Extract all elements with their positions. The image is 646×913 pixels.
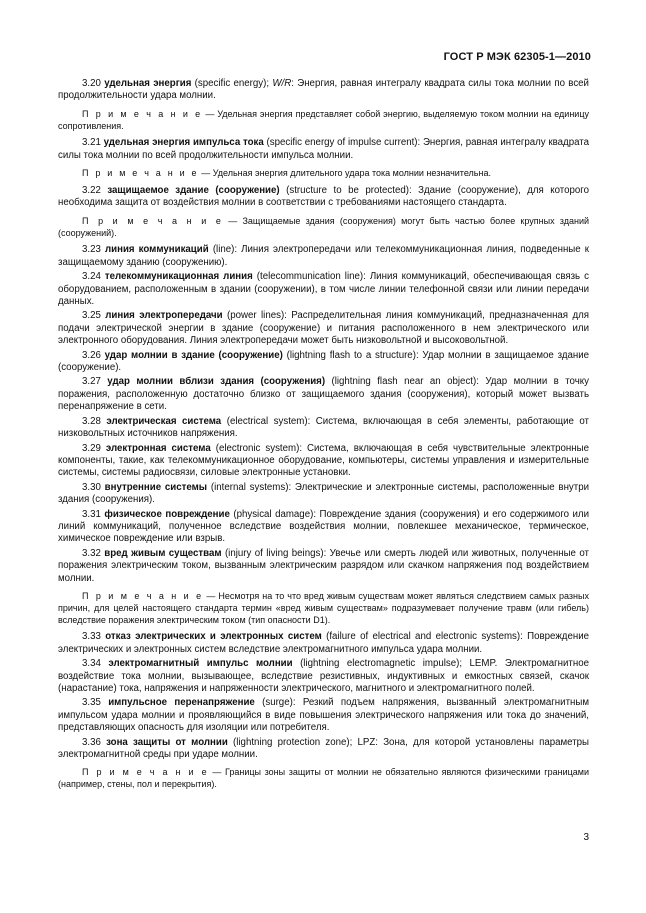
term-definition-text: : Резкий подъем напряжения, вызванный электромагнитным импульсом удара молнии и проявляющийся в виде повышения электрического напряжения или тока до значений, представляющих опасность для изоляции или потребителя.	[58, 697, 589, 734]
term-definition	[58, 631, 589, 656]
term-english: (lightning protection zone)	[233, 736, 350, 748]
term-english: (specific energy of impulse current)	[266, 137, 418, 149]
term-english: (injury of living beings)	[224, 547, 324, 559]
term-definition-text: : Энергия, равная интегралу квадрата силы тока молнии по всей продолжительности удара молнии.	[58, 78, 589, 102]
term-definition-text: : Повреждение электрических и электронных систем вследствие электромагнитного импульса удара молнии.	[58, 631, 589, 655]
term-number: 3.34	[82, 658, 101, 670]
document-body	[58, 78, 589, 796]
term-definition	[58, 271, 589, 308]
term-definition-text: : Увечье или смерть людей или животных, полученные от поражения электрическим током, вызванным электрическим разрядом или скачком напряжения под воздействием молнии.	[58, 547, 589, 584]
term-number: 3.29	[82, 442, 101, 454]
note-paragraph	[58, 216, 589, 240]
term-definition-text: : Распределительная линия коммуникаций, предназначенная для подачи электрической энергии в здание (сооружение) и питания расположенного в нем электрического или электронного оборудования. Линия электропередачи может быть низковольтной и высоковольтной.	[58, 310, 589, 347]
term-definition-text: : Удар молнии в защищаемое здание (сооружение).	[58, 349, 590, 374]
term-definition	[58, 310, 589, 347]
term-english: (structure to be protected)	[286, 185, 409, 197]
note-paragraph	[58, 109, 589, 133]
term-number: 3.24	[82, 271, 101, 283]
term-name: вред живым существам	[104, 547, 222, 559]
term-english: (internal systems)	[210, 481, 289, 493]
term-definition-text: ; LPZ: Зона, для которой установлены параметры электромагнитной среды при ударе молнии.	[58, 736, 589, 761]
term-definition-text: : Энергия, равная интегралу квадрата силы тока молнии по всей продолжительности импульса молнии.	[58, 137, 589, 161]
term-english: (power lines)	[227, 310, 285, 322]
term-definition-text: : Линия электропередачи или телекоммуникационная линия, подведенные к защищаемому зданию (сооружению).	[58, 244, 589, 268]
term-name: телекоммуникационная линия	[104, 271, 253, 283]
term-number: 3.26	[82, 349, 101, 361]
term-definition-text: : Здание (сооружение), для которого необходима защита от воздействия молнии в соответствии с требованиями настоящего стандарта.	[58, 185, 589, 209]
note-text: — Границы зоны защиты от молнии не обязательно являются физическими границами (например, стены, пол и перекрытия).	[58, 767, 589, 790]
note-label: П р и м е ч а н и е	[82, 215, 224, 226]
note-paragraph	[58, 168, 589, 180]
note-text: — Удельная энергия представляет собой энергию, выделяемую током молнии на единицу сопротивления.	[58, 108, 589, 131]
term-name: физическое повреждение	[104, 508, 230, 520]
page-number: 3	[583, 832, 589, 843]
term-name: удар молнии в здание (сооружение)	[104, 349, 283, 361]
term-number: 3.32	[82, 547, 101, 559]
term-name: линия коммуникаций	[104, 244, 209, 256]
term-definition-text: : Удар молнии в точку поражения, расположенную достаточно близко от защищаемого здания (сооружения), который может вызвать перенапряжение в сети.	[58, 376, 589, 413]
term-definition	[58, 697, 589, 734]
term-name: импульсное перенапряжение	[108, 697, 255, 709]
term-name: зона защиты от молнии	[106, 736, 228, 748]
term-definition-text: : Электрические и электронные системы, расположенные внутри здания (сооружения).	[58, 481, 590, 506]
term-number: 3.27	[82, 376, 101, 388]
term-number: 3.28	[82, 415, 101, 427]
term-name: внутренние системы	[104, 481, 208, 493]
term-name: удельная энергия импульса тока	[103, 137, 264, 149]
term-definition	[58, 78, 589, 103]
term-name: защищаемое здание (сооружение)	[107, 185, 280, 197]
term-name: электромагнитный импульс молнии	[108, 658, 293, 670]
term-number: 3.31	[82, 508, 101, 520]
term-definition	[58, 137, 589, 162]
term-english: (specific energy);	[194, 78, 270, 89]
term-name: отказ электрических и электронных систем	[105, 631, 322, 643]
term-english: (line)	[212, 244, 235, 256]
term-number: 3.36	[82, 736, 101, 748]
term-definition	[58, 509, 589, 546]
term-english: (surge)	[262, 697, 293, 709]
note-label: П р и м е ч а н и е	[82, 108, 203, 119]
term-symbol: W/R	[272, 78, 292, 89]
note-paragraph	[58, 767, 589, 791]
term-number: 3.25	[82, 310, 101, 322]
note-label: П р и м е ч а н и е	[82, 168, 199, 179]
note-text: — Защищаемые здания (сооружения) могут быть частью более крупных зданий (сооружений).	[58, 215, 589, 238]
term-number: 3.22	[82, 185, 101, 197]
standard-header: ГОСТ Р МЭК 62305-1—2010	[443, 51, 591, 63]
term-number: 3.33	[82, 631, 101, 643]
term-definition	[58, 350, 589, 375]
term-english: (telecommunication line)	[256, 271, 364, 283]
note-label: П р и м е ч а н и е	[82, 590, 204, 601]
term-number: 3.35	[82, 697, 101, 709]
term-definition	[58, 548, 589, 585]
term-number: 3.30	[82, 481, 101, 493]
term-definition	[58, 416, 589, 441]
term-definition-text: ; LEMP. Электромагнитное воздействие тока молнии, вызывающее, вследствие резистивных, индуктивных и емкостных связей, скачок (нарастание) тока, напряжения и напряженности электрического, магнитного и электромагнитного полей.	[58, 658, 589, 694]
note-text: — Несмотря на то что вред живым существам может являться следствием самых разных причин, для целей настоящего стандарта термин «вред живым существам» подразумевает получение травм (или гибель) вследствие поражения электрическим током (тип опасности D1).	[58, 590, 589, 625]
term-definition	[58, 482, 589, 507]
term-definition	[58, 658, 589, 695]
term-number: 3.21	[82, 137, 101, 149]
term-name: удар молнии вблизи здания (сооружения)	[107, 376, 326, 388]
term-definition	[58, 737, 589, 762]
term-definition-text: : Повреждение здания (сооружения) и его содержимого или линий коммуникаций, полученное вследствие воздействия молнии, повлекшее механическое, термическое, химическое повреждение или взрыв.	[58, 508, 589, 545]
term-name: электронная система	[105, 442, 211, 454]
term-name: линия электропередачи	[105, 310, 223, 322]
term-definition	[58, 244, 589, 269]
term-english: (lightning flash near an object)	[331, 376, 477, 388]
note-paragraph	[58, 591, 589, 626]
term-english: (electronic system)	[215, 442, 300, 454]
term-name: электрическая система	[106, 415, 222, 427]
term-english: (failure of electrical and electronic systems)	[326, 631, 521, 643]
term-definition	[58, 443, 589, 480]
term-definition-text: : Линия коммуникаций, обеспечивающая связь с оборудованием, расположенным в здании (сооружении), в том числе линии телефонной связи или линии передачи данных.	[58, 271, 589, 308]
note-label: П р и м е ч а н и е	[82, 767, 209, 778]
term-number: 3.23	[82, 244, 101, 256]
term-definition	[58, 376, 589, 413]
term-english: (lightning flash to a structure)	[286, 349, 416, 361]
term-name: удельная энергия	[104, 78, 192, 89]
term-definition-text: : Система, включающая в себя чувствительные электронные компоненты, такие, как телекоммуникационное оборудование, компьютеры, системы управления и измерительные системы, системы радиосвязи, силовые электронные установки.	[58, 442, 589, 479]
term-english: (electrical system)	[226, 415, 308, 427]
term-number: 3.20	[82, 78, 101, 89]
term-definition-text: : Система, включающая в себя элементы, работающие от низковольтных источников напряжения.	[58, 415, 589, 440]
term-english: (physical damage)	[233, 508, 314, 520]
term-english: (lightning electromagnetic impulse)	[300, 658, 460, 670]
term-definition	[58, 185, 589, 210]
note-text: — Удельная энергия длительного удара тока молнии незначительна.	[201, 168, 491, 179]
